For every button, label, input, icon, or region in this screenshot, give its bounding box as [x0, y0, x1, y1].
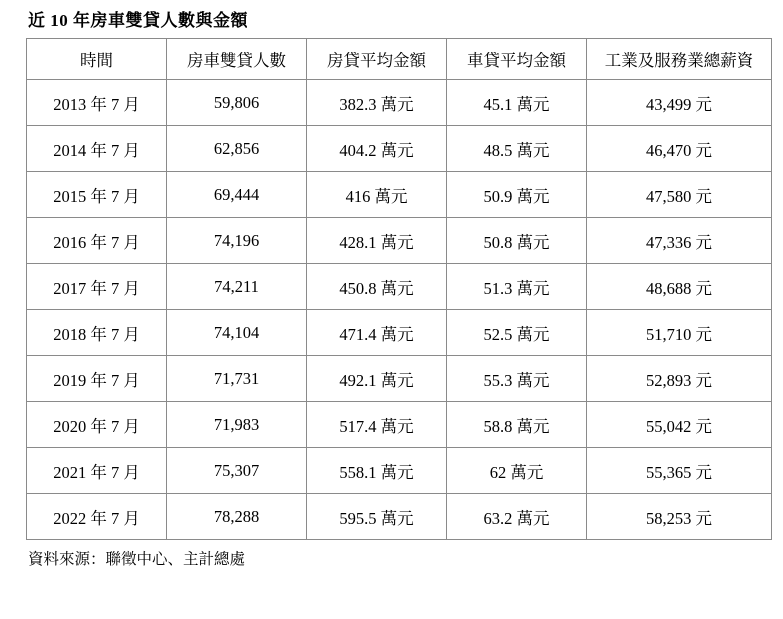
column-header-total-salary: 工業及服務業總薪資	[587, 39, 772, 80]
cell-car-loan-average: 58.8 萬元	[447, 402, 587, 448]
cell-total-salary: 46,470 元	[587, 126, 772, 172]
source-note: 資料來源：聯徵中心、主計總處	[28, 551, 246, 569]
cell-period: 2018 年 7 月	[27, 310, 167, 356]
cell-dual-loan-people: 78,288	[167, 494, 307, 540]
table-row	[27, 310, 772, 356]
column-header-car-loan-average: 車貸平均金額	[447, 39, 587, 80]
cell-mortgage-average: 382.3 萬元	[307, 80, 447, 126]
cell-mortgage-average: 428.1 萬元	[307, 218, 447, 264]
table-row	[27, 218, 772, 264]
cell-car-loan-average: 55.3 萬元	[447, 356, 587, 402]
cell-period: 2016 年 7 月	[27, 218, 167, 264]
table-row	[27, 172, 772, 218]
cell-period: 2014 年 7 月	[27, 126, 167, 172]
table-row	[27, 448, 772, 494]
column-header-period: 時間	[27, 39, 167, 80]
cell-total-salary: 48,688 元	[587, 264, 772, 310]
cell-dual-loan-people: 74,211	[167, 264, 307, 310]
table-header-row	[27, 39, 772, 80]
cell-period: 2019 年 7 月	[27, 356, 167, 402]
cell-car-loan-average: 63.2 萬元	[447, 494, 587, 540]
table-row	[27, 80, 772, 126]
table-row	[27, 494, 772, 540]
cell-total-salary: 47,580 元	[587, 172, 772, 218]
cell-mortgage-average: 558.1 萬元	[307, 448, 447, 494]
cell-total-salary: 47,336 元	[587, 218, 772, 264]
cell-dual-loan-people: 71,731	[167, 356, 307, 402]
cell-dual-loan-people: 74,104	[167, 310, 307, 356]
cell-mortgage-average: 450.8 萬元	[307, 264, 447, 310]
cell-total-salary: 55,042 元	[587, 402, 772, 448]
cell-mortgage-average: 492.1 萬元	[307, 356, 447, 402]
cell-total-salary: 52,893 元	[587, 356, 772, 402]
cell-dual-loan-people: 71,983	[167, 402, 307, 448]
cell-mortgage-average: 416 萬元	[307, 172, 447, 218]
page-title: 近 10 年房車雙貸人數與金額	[28, 11, 248, 30]
cell-period: 2020 年 7 月	[27, 402, 167, 448]
table-row	[27, 264, 772, 310]
cell-period: 2015 年 7 月	[27, 172, 167, 218]
cell-car-loan-average: 51.3 萬元	[447, 264, 587, 310]
cell-total-salary: 55,365 元	[587, 448, 772, 494]
cell-mortgage-average: 595.5 萬元	[307, 494, 447, 540]
table-row	[27, 126, 772, 172]
cell-dual-loan-people: 74,196	[167, 218, 307, 264]
table-row	[27, 402, 772, 448]
cell-mortgage-average: 517.4 萬元	[307, 402, 447, 448]
cell-car-loan-average: 62 萬元	[447, 448, 587, 494]
table-body	[27, 80, 772, 540]
table-header	[27, 39, 772, 80]
cell-mortgage-average: 404.2 萬元	[307, 126, 447, 172]
cell-dual-loan-people: 62,856	[167, 126, 307, 172]
column-header-dual-loan-people: 房車雙貸人數	[167, 39, 307, 80]
cell-total-salary: 43,499 元	[587, 80, 772, 126]
cell-total-salary: 51,710 元	[587, 310, 772, 356]
cell-dual-loan-people: 69,444	[167, 172, 307, 218]
cell-period: 2013 年 7 月	[27, 80, 167, 126]
cell-dual-loan-people: 75,307	[167, 448, 307, 494]
cell-total-salary: 58,253 元	[587, 494, 772, 540]
column-header-mortgage-average: 房貸平均金額	[307, 39, 447, 80]
table-row	[27, 356, 772, 402]
cell-period: 2021 年 7 月	[27, 448, 167, 494]
cell-dual-loan-people: 59,806	[167, 80, 307, 126]
loan-statistics-table	[26, 38, 772, 540]
cell-car-loan-average: 45.1 萬元	[447, 80, 587, 126]
cell-car-loan-average: 50.9 萬元	[447, 172, 587, 218]
cell-car-loan-average: 52.5 萬元	[447, 310, 587, 356]
cell-period: 2022 年 7 月	[27, 494, 167, 540]
cell-car-loan-average: 50.8 萬元	[447, 218, 587, 264]
cell-car-loan-average: 48.5 萬元	[447, 126, 587, 172]
cell-mortgage-average: 471.4 萬元	[307, 310, 447, 356]
cell-period: 2017 年 7 月	[27, 264, 167, 310]
